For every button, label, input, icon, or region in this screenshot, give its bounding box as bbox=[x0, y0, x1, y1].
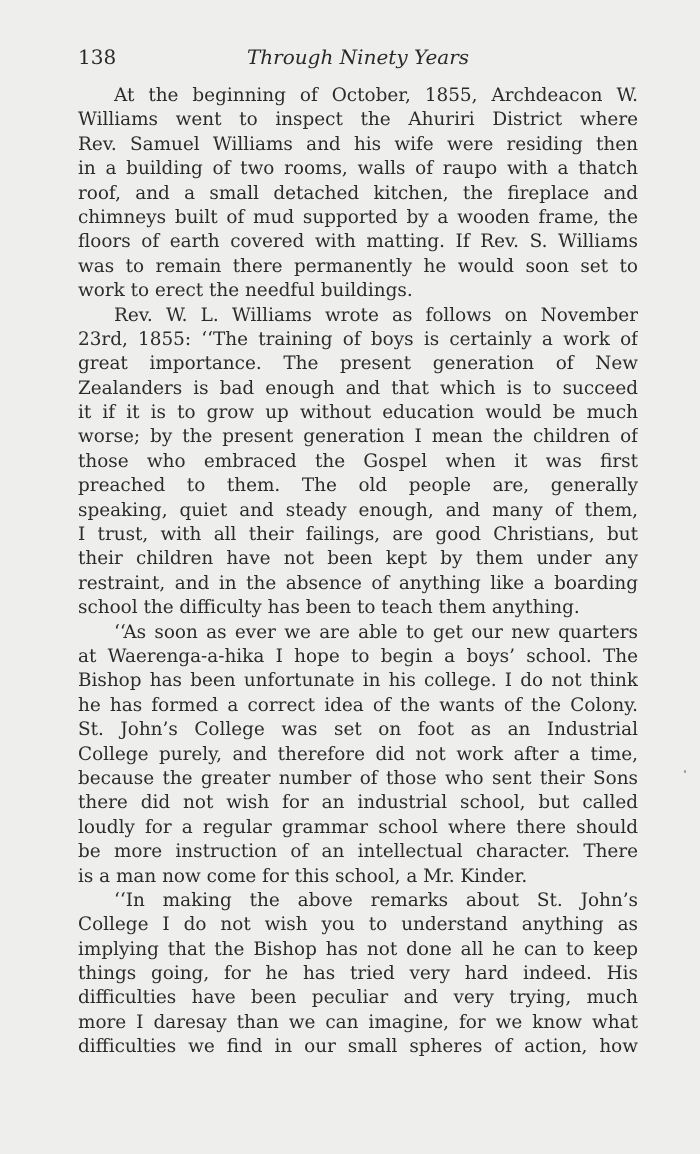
text-line: 23rd, 1855: ‘‘The training of boys is certainly a work of bbox=[78, 328, 638, 350]
text-line: floors of earth covered with matting. If Rev. S. Williams bbox=[78, 231, 638, 253]
text-line: restraint, and in the absence of anything like a boarding bbox=[78, 572, 638, 594]
text-line: speaking, quiet and steady enough, and many of them, bbox=[78, 499, 638, 521]
page-header bbox=[78, 44, 638, 70]
text-line: at Waerenga-a-hika I hope to begin a boys’ school. The bbox=[78, 645, 638, 667]
running-title: Through Ninety Years bbox=[246, 45, 470, 69]
text-line: work to erect the needful buildings. bbox=[78, 280, 413, 302]
text-line: loudly for a regular grammar school where there should bbox=[78, 816, 638, 838]
text-line: Williams went to inspect the Ahuriri District where bbox=[78, 109, 638, 131]
paper-speck bbox=[684, 770, 686, 773]
page-number: 138 bbox=[78, 45, 117, 69]
text-line: ‘‘As soon as ever we are able to get our new quarters bbox=[114, 621, 638, 643]
text-line: College purely, and therefore did not work after a time, bbox=[78, 743, 638, 765]
body-text bbox=[78, 84, 638, 1060]
text-line: preached to them. The old people are, generally bbox=[78, 475, 638, 497]
text-line: implying that the Bishop has not done all he can to keep bbox=[78, 938, 638, 960]
text-line: in a building of two rooms, walls of raupo with a thatch bbox=[78, 158, 638, 180]
text-line: At the beginning of October, 1855, Archdeacon W. bbox=[114, 85, 638, 106]
text-line: difficulties have been peculiar and very trying, much bbox=[78, 987, 638, 1009]
text-line: St. John’s College was set on foot as an Industrial bbox=[78, 719, 638, 741]
text-line: school the difficulty has been to teach them anything. bbox=[78, 597, 580, 619]
text-line: College I do not wish you to understand anything as bbox=[78, 914, 638, 936]
text-line: it if it is to grow up without education would be much bbox=[78, 402, 638, 424]
text-line: things going, for he has tried very hard indeed. His bbox=[78, 963, 638, 985]
text-line: Bishop has been unfortunate in his college. I do not think bbox=[78, 670, 638, 692]
text-line: difficulties we find in our small spheres of action, how bbox=[78, 1036, 638, 1058]
text-line: be more instruction of an intellectual character. There bbox=[78, 841, 638, 863]
text-line: is a man now come for this school, a Mr. Kinder. bbox=[78, 865, 528, 887]
text-line: ‘‘In making the above remarks about St. John’s bbox=[114, 889, 638, 911]
text-line: there did not wish for an industrial school, but called bbox=[78, 792, 638, 814]
text-line: great importance. The present generation of New bbox=[78, 353, 638, 375]
text-line: their children have not been kept by them under any bbox=[78, 548, 638, 570]
text-line: because the greater number of those who sent their Sons bbox=[78, 767, 638, 789]
text-line: more I daresay than we can imagine, for we know what bbox=[78, 1011, 638, 1033]
text-line: Rev. W. L. Williams wrote as follows on November bbox=[114, 304, 638, 326]
text-line: worse; by the present generation I mean the children of bbox=[78, 426, 638, 448]
text-line: those who embraced the Gospel when it was first bbox=[78, 450, 638, 472]
text-line: was to remain there permanently he would soon set to bbox=[78, 255, 638, 277]
text-line: Zealanders is bad enough and that which is to succeed bbox=[78, 377, 638, 399]
text-line: Rev. Samuel Williams and his wife were residing then bbox=[78, 133, 638, 155]
text-line: he has formed a correct idea of the wants of the Colony. bbox=[78, 694, 638, 716]
text-line: roof, and a small detached kitchen, the fireplace and bbox=[78, 182, 638, 204]
text-line: I trust, with all their failings, are good Christians, but bbox=[78, 524, 638, 546]
text-line: chimneys built of mud supported by a wooden frame, the bbox=[78, 206, 638, 228]
